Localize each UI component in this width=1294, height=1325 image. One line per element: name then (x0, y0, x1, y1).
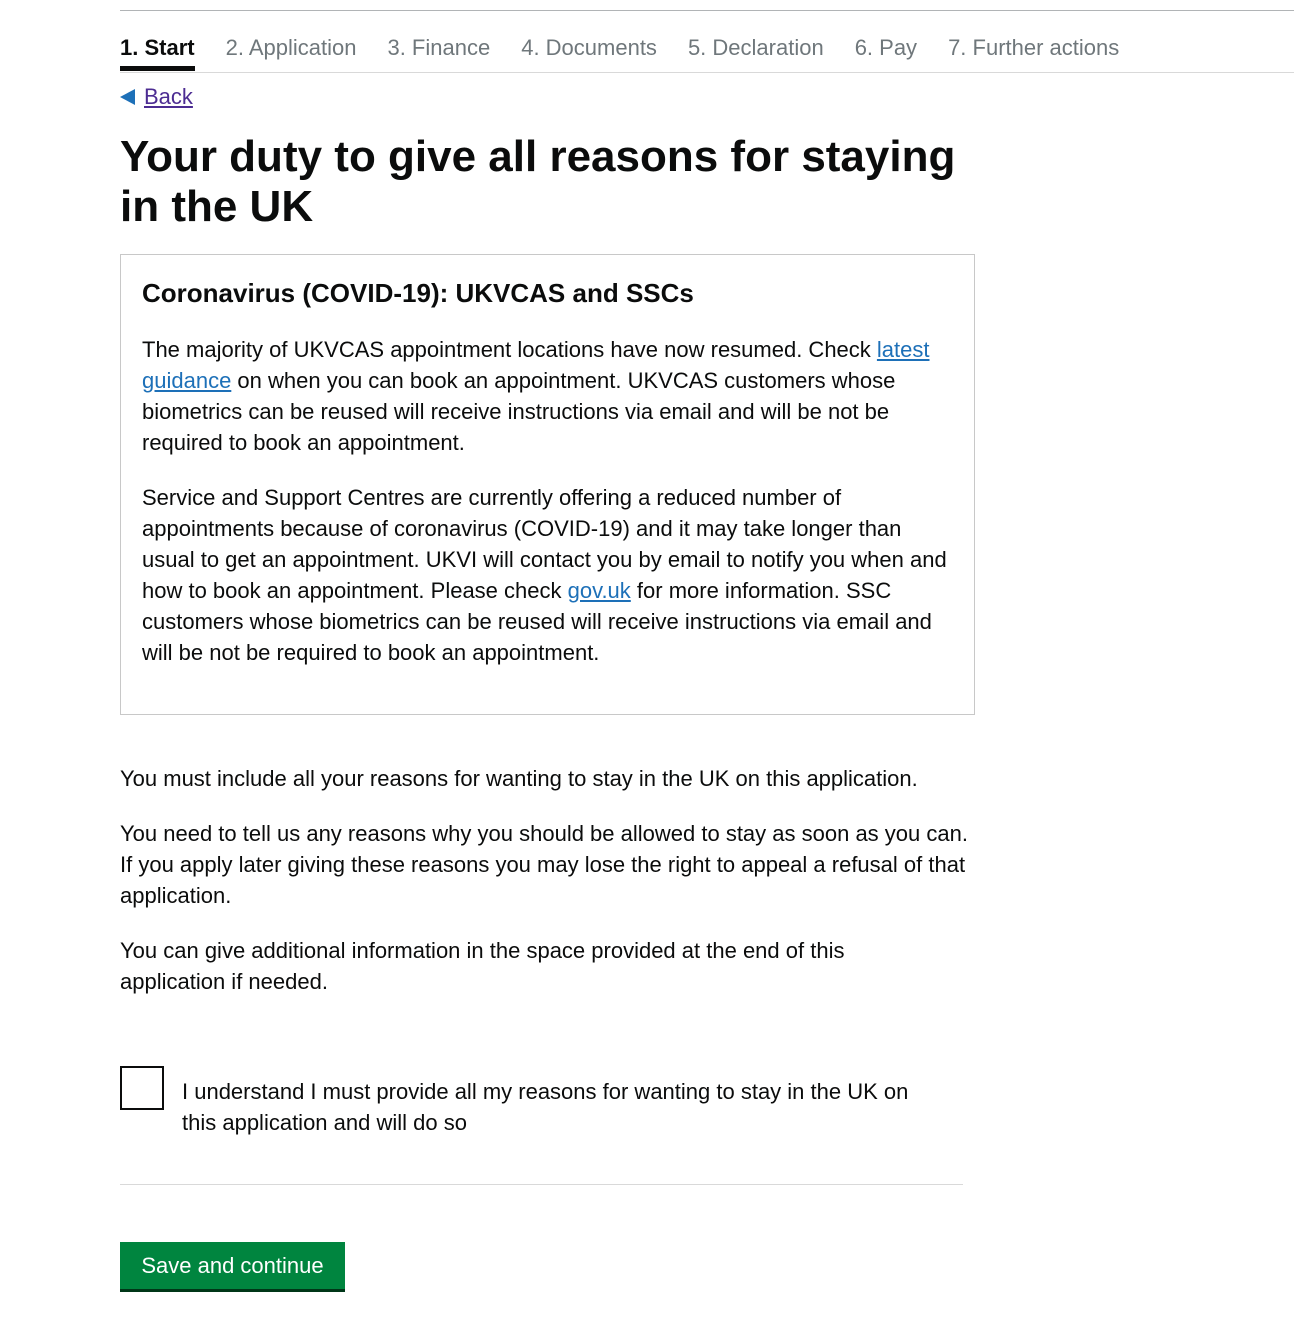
step-further-actions[interactable]: 7. Further actions (948, 35, 1120, 60)
notice-p2-text-after: for more information. SSC customers whose biometrics can be reused will receive instructions via email and will be not be required to book an appointment. (142, 578, 932, 665)
step-documents[interactable]: 4. Documents (521, 35, 657, 60)
step-start[interactable]: 1. Start (120, 30, 195, 71)
gov-uk-link[interactable]: gov.uk (567, 578, 631, 603)
notice-p1-text-after: on when you can book an appointment. UKVCAS customers whose biometrics can be reused will receive instructions via email and will be not be required to book an appointment. (142, 368, 896, 455)
save-and-continue-button[interactable]: Save and continue (120, 1242, 345, 1289)
page-title: Your duty to give all reasons for staying in the UK (120, 132, 956, 231)
progress-steps (120, 30, 1294, 73)
top-rule (120, 10, 1294, 11)
back-arrow-icon (120, 89, 135, 105)
section-divider (120, 1184, 963, 1185)
step-application[interactable]: 2. Application (225, 35, 357, 60)
understand-checkbox-row (120, 1066, 922, 1138)
step-declaration[interactable]: 5. Declaration (687, 35, 824, 60)
back-link-container (120, 82, 193, 112)
covid-notice-panel (120, 254, 975, 715)
back-link[interactable]: Back (144, 84, 193, 109)
step-finance[interactable]: 3. Finance (387, 35, 491, 60)
notice-p1-text-before: The majority of UKVCAS appointment locations have now resumed. Check (142, 337, 877, 362)
body-paragraph-3: You can give additional information in the space provided at the end of this application if needed. (120, 938, 845, 994)
understand-checkbox-label[interactable]: I understand I must provide all my reasons for wanting to stay in the UK on this application and will do so (182, 1079, 909, 1135)
notice-heading: Coronavirus (COVID-19): UKVCAS and SSCs (142, 278, 694, 308)
notice-paragraph-2 (142, 482, 954, 668)
body-paragraph-2: You need to tell us any reasons why you should be allowed to stay as soon as you can. If you apply later giving these reasons you may lose the right to appeal a refusal of that application. (120, 821, 968, 908)
step-pay[interactable]: 6. Pay (854, 35, 918, 60)
notice-p2-text-before: Service and Support Centres are currently offering a reduced number of appointments because of coronavirus (COVID-19) and it may take longer than usual to get an appointment. UKVI will contact you by email to notify you when and how to book an appointment. Please check (142, 485, 947, 603)
understand-checkbox[interactable] (120, 1066, 164, 1110)
latest-guidance-link[interactable]: latest guidance (142, 337, 930, 393)
body-paragraph-1: You must include all your reasons for wanting to stay in the UK on this application. (120, 766, 918, 791)
notice-paragraph-1 (142, 334, 954, 458)
